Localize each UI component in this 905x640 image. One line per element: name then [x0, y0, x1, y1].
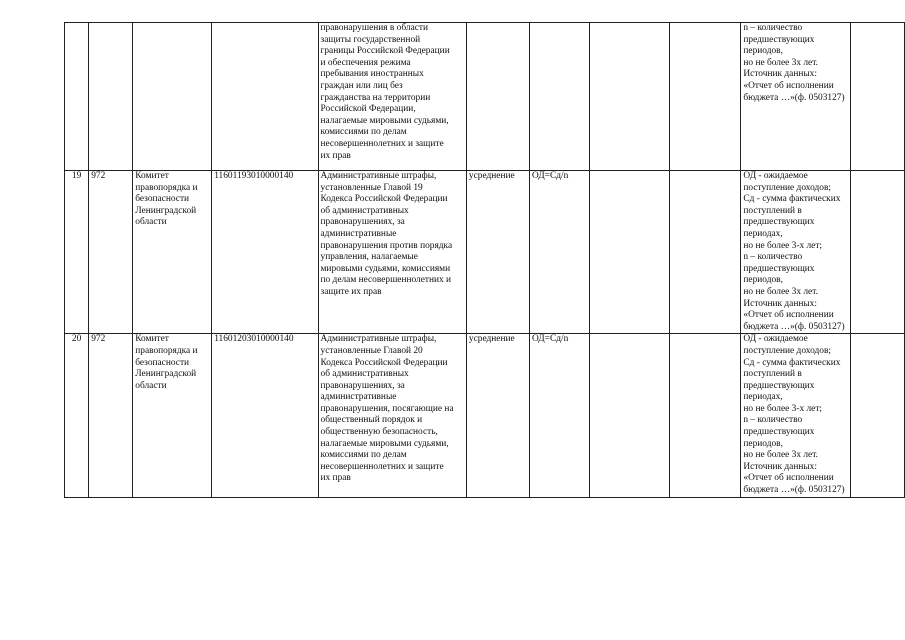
empty-cell — [669, 334, 741, 497]
administrator-code-cell: 972 — [89, 171, 133, 334]
calculation-method-cell: усреднение — [466, 171, 529, 334]
empty-cell — [669, 171, 741, 334]
empty-cell — [589, 23, 669, 171]
administrator-name-cell — [133, 23, 212, 171]
table-row — [65, 23, 905, 171]
income-name-cell: правонарушения в области защиты государственной границы Российской Федерации и обеспечения режима пребывания иностранных граждан или лиц без гражданства на территории Российской Федерации, налагаемые мировыми судьями, комиссиями по делам несовершеннолетних и защите их прав — [318, 23, 466, 171]
calculation-method-cell — [466, 23, 529, 171]
administrator-code-cell: 972 — [89, 334, 133, 497]
income-name-cell: Административные штрафы, установленные Главой 19 Кодекса Российской Федерации об административных правонарушениях, за административные правонарушения против порядка управления, налагаемые мировыми судьями, комиссиями по делам несовершеннолетних и защите их прав — [318, 171, 466, 334]
row-number-cell: 20 — [65, 334, 89, 497]
row-number-cell: 19 — [65, 171, 89, 334]
formula-cell: ОД=Сд/n — [529, 171, 589, 334]
administrator-name-cell: Комитет правопорядка и безопасности Ленинградской области — [133, 334, 212, 497]
indicator-description-cell: n – количество предшествующих периодов, но не более 3х лет. Источник данных: «Отчет об исполнении бюджета …»(ф. 0503127) — [741, 23, 850, 171]
kbk-code-cell — [212, 23, 318, 171]
row-number-cell — [65, 23, 89, 171]
empty-cell — [669, 23, 741, 171]
formula-cell — [529, 23, 589, 171]
table-row — [65, 334, 905, 497]
formula-cell: ОД=Сд/n — [529, 334, 589, 497]
empty-cell — [589, 334, 669, 497]
empty-cell — [850, 23, 904, 171]
income-name-cell: Административные штрафы, установленные Главой 20 Кодекса Российской Федерации об административных правонарушениях, за административные правонарушения, посягающие на общественный порядок и общественную безопасность, налагаемые мировыми судьями, комиссиями по делам несовершеннолетних и защите их прав — [318, 334, 466, 497]
empty-cell — [850, 171, 904, 334]
kbk-code-cell: 11601203010000140 — [212, 334, 318, 497]
indicator-description-cell: ОД - ожидаемое поступление доходов; Сд - сумма фактических поступлений в предшествующих периодах, но не более 3-х лет; n – количество предшествующих периодов, но не более 3х лет. Источник данных: «Отчет об исполнении бюджета …»(ф. 0503127) — [741, 171, 850, 334]
administrator-name-cell: Комитет правопорядка и безопасности Ленинградской области — [133, 171, 212, 334]
kbk-code-cell: 11601193010000140 — [212, 171, 318, 334]
income-forecast-table — [64, 22, 905, 498]
calculation-method-cell: усреднение — [466, 334, 529, 497]
indicator-description-cell: ОД - ожидаемое поступление доходов; Сд - сумма фактических поступлений в предшествующих периодах, но не более 3-х лет; n – количество предшествующих периодов, но не более 3х лет. Источник данных: «Отчет об исполнении бюджета …»(ф. 0503127) — [741, 334, 850, 497]
table-row — [65, 171, 905, 334]
empty-cell — [589, 171, 669, 334]
empty-cell — [850, 334, 904, 497]
administrator-code-cell — [89, 23, 133, 171]
